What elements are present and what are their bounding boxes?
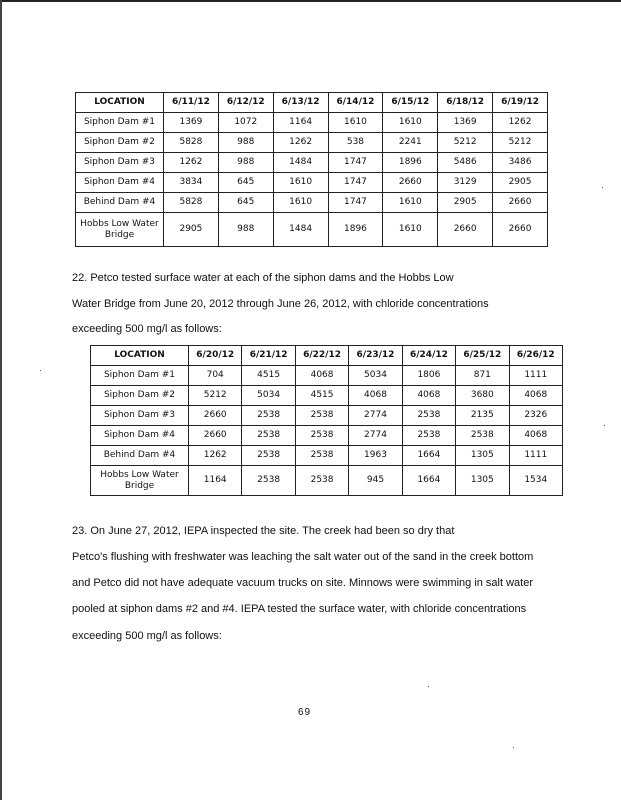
paragraph-23-line: Petco's flushing with freshwater was leaching the salt water out of the sand in the creek bottom [72, 551, 534, 563]
value-cell: 2660 [493, 213, 548, 247]
value-cell: 2774 [349, 426, 402, 446]
value-cell: 1896 [383, 153, 438, 173]
value-cell: 1806 [402, 366, 455, 386]
value-cell: 945 [349, 466, 402, 496]
value-cell: 3129 [438, 173, 493, 193]
value-cell: 2538 [242, 466, 295, 496]
scan-speck [602, 187, 603, 188]
location-cell: Siphon Dam #1 [76, 113, 164, 133]
value-cell: 2905 [438, 193, 493, 213]
value-cell: 1262 [273, 133, 328, 153]
table-row [91, 426, 563, 446]
value-cell: 2538 [242, 426, 295, 446]
column-header: LOCATION [91, 346, 189, 366]
value-cell: 4068 [295, 366, 348, 386]
value-cell: 5212 [438, 133, 493, 153]
value-cell: 2774 [349, 406, 402, 426]
value-cell: 1610 [383, 113, 438, 133]
value-cell: 1305 [456, 446, 509, 466]
column-header: 6/24/12 [402, 346, 455, 366]
paragraph-22-line: exceeding 500 mg/l as follows: [72, 323, 222, 335]
value-cell: 3680 [456, 386, 509, 406]
value-cell: 2538 [295, 406, 348, 426]
value-cell: 1747 [328, 173, 383, 193]
value-cell: 2660 [189, 426, 242, 446]
chloride-table-june-11-19 [75, 92, 548, 247]
scan-speck [40, 370, 41, 371]
page-edge-left [0, 0, 2, 800]
table-header-row [76, 93, 548, 113]
value-cell: 1164 [189, 466, 242, 496]
location-cell: Siphon Dam #4 [91, 426, 189, 446]
column-header: 6/14/12 [328, 93, 383, 113]
value-cell: 1610 [383, 213, 438, 247]
value-cell: 5212 [189, 386, 242, 406]
location-cell: Siphon Dam #1 [91, 366, 189, 386]
value-cell: 1896 [328, 213, 383, 247]
value-cell: 1369 [164, 113, 219, 133]
table-row [76, 193, 548, 213]
table-row [91, 466, 563, 496]
paragraph-23-line: exceeding 500 mg/l as follows: [72, 630, 222, 642]
value-cell: 1610 [273, 173, 328, 193]
value-cell: 4515 [295, 386, 348, 406]
value-cell: 1305 [456, 466, 509, 496]
location-cell: Siphon Dam #3 [91, 406, 189, 426]
value-cell: 1072 [218, 113, 273, 133]
scan-speck [428, 686, 429, 687]
paragraph-23-line: and Petco did not have adequate vacuum trucks on site. Minnows were swimming in salt water [72, 577, 534, 589]
value-cell: 4068 [509, 426, 562, 446]
value-cell: 2538 [295, 446, 348, 466]
value-cell: 2660 [438, 213, 493, 247]
value-cell: 5034 [242, 386, 295, 406]
table-row [76, 133, 548, 153]
value-cell: 4068 [349, 386, 402, 406]
value-cell: 1747 [328, 153, 383, 173]
paragraph-22-line: 22. Petco tested surface water at each of the siphon dams and the Hobbs Low [72, 272, 454, 284]
column-header: 6/20/12 [189, 346, 242, 366]
table-row [91, 406, 563, 426]
column-header: 6/22/12 [295, 346, 348, 366]
paragraph-22-line: Water Bridge from June 20, 2012 through June 26, 2012, with chloride concentrations [72, 298, 489, 310]
value-cell: 1610 [328, 113, 383, 133]
location-cell: Siphon Dam #4 [76, 173, 164, 193]
location-cell: Hobbs Low Water Bridge [76, 213, 164, 247]
location-cell: Siphon Dam #2 [91, 386, 189, 406]
value-cell: 5828 [164, 133, 219, 153]
column-header: 6/26/12 [509, 346, 562, 366]
value-cell: 1610 [273, 193, 328, 213]
value-cell: 2326 [509, 406, 562, 426]
value-cell: 1963 [349, 446, 402, 466]
table-row [91, 366, 563, 386]
table-header-row [91, 346, 563, 366]
value-cell: 1164 [273, 113, 328, 133]
column-header: LOCATION [76, 93, 164, 113]
value-cell: 2538 [402, 406, 455, 426]
paragraph-23-line: 23. On June 27, 2012, IEPA inspected the site. The creek had been so dry that [72, 525, 455, 537]
value-cell: 1111 [509, 366, 562, 386]
value-cell: 2538 [456, 426, 509, 446]
column-header: 6/12/12 [218, 93, 273, 113]
value-cell: 2905 [493, 173, 548, 193]
value-cell: 1262 [189, 446, 242, 466]
value-cell: 3486 [493, 153, 548, 173]
value-cell: 3834 [164, 173, 219, 193]
scan-speck [604, 425, 605, 426]
location-cell: Siphon Dam #3 [76, 153, 164, 173]
column-header: 6/18/12 [438, 93, 493, 113]
value-cell: 988 [218, 213, 273, 247]
value-cell: 538 [328, 133, 383, 153]
value-cell: 2538 [242, 446, 295, 466]
value-cell: 871 [456, 366, 509, 386]
table-row [76, 153, 548, 173]
value-cell: 5212 [493, 133, 548, 153]
column-header: 6/23/12 [349, 346, 402, 366]
value-cell: 2660 [189, 406, 242, 426]
table-row [91, 386, 563, 406]
paragraph-23-line: pooled at siphon dams #2 and #4. IEPA tested the surface water, with chloride concentrations [72, 603, 527, 615]
value-cell: 988 [218, 153, 273, 173]
location-cell: Hobbs Low Water Bridge [91, 466, 189, 496]
value-cell: 1111 [509, 446, 562, 466]
value-cell: 4068 [402, 386, 455, 406]
page-number: 69 [298, 707, 312, 718]
value-cell: 4068 [509, 386, 562, 406]
column-header: 6/11/12 [164, 93, 219, 113]
value-cell: 5486 [438, 153, 493, 173]
value-cell: 4515 [242, 366, 295, 386]
location-cell: Siphon Dam #2 [76, 133, 164, 153]
value-cell: 5034 [349, 366, 402, 386]
value-cell: 2905 [164, 213, 219, 247]
value-cell: 988 [218, 133, 273, 153]
scan-speck [513, 747, 514, 748]
table-row [91, 446, 563, 466]
value-cell: 2538 [402, 426, 455, 446]
column-header: 6/13/12 [273, 93, 328, 113]
table-row [76, 213, 548, 247]
value-cell: 2538 [242, 406, 295, 426]
table-row [76, 173, 548, 193]
value-cell: 1664 [402, 466, 455, 496]
value-cell: 2660 [493, 193, 548, 213]
value-cell: 1534 [509, 466, 562, 496]
value-cell: 2660 [383, 173, 438, 193]
value-cell: 1747 [328, 193, 383, 213]
value-cell: 645 [218, 193, 273, 213]
location-cell: Behind Dam #4 [76, 193, 164, 213]
value-cell: 1262 [164, 153, 219, 173]
value-cell: 2135 [456, 406, 509, 426]
chloride-table-june-20-26 [90, 345, 563, 496]
location-cell: Behind Dam #4 [91, 446, 189, 466]
value-cell: 704 [189, 366, 242, 386]
value-cell: 1610 [383, 193, 438, 213]
column-header: 6/25/12 [456, 346, 509, 366]
value-cell: 2538 [295, 426, 348, 446]
value-cell: 2538 [295, 466, 348, 496]
column-header: 6/21/12 [242, 346, 295, 366]
value-cell: 1369 [438, 113, 493, 133]
table-row [76, 113, 548, 133]
value-cell: 1484 [273, 213, 328, 247]
value-cell: 1484 [273, 153, 328, 173]
value-cell: 1262 [493, 113, 548, 133]
column-header: 6/15/12 [383, 93, 438, 113]
value-cell: 5828 [164, 193, 219, 213]
column-header: 6/19/12 [493, 93, 548, 113]
page-edge-top [0, 0, 621, 2]
value-cell: 645 [218, 173, 273, 193]
value-cell: 2241 [383, 133, 438, 153]
value-cell: 1664 [402, 446, 455, 466]
